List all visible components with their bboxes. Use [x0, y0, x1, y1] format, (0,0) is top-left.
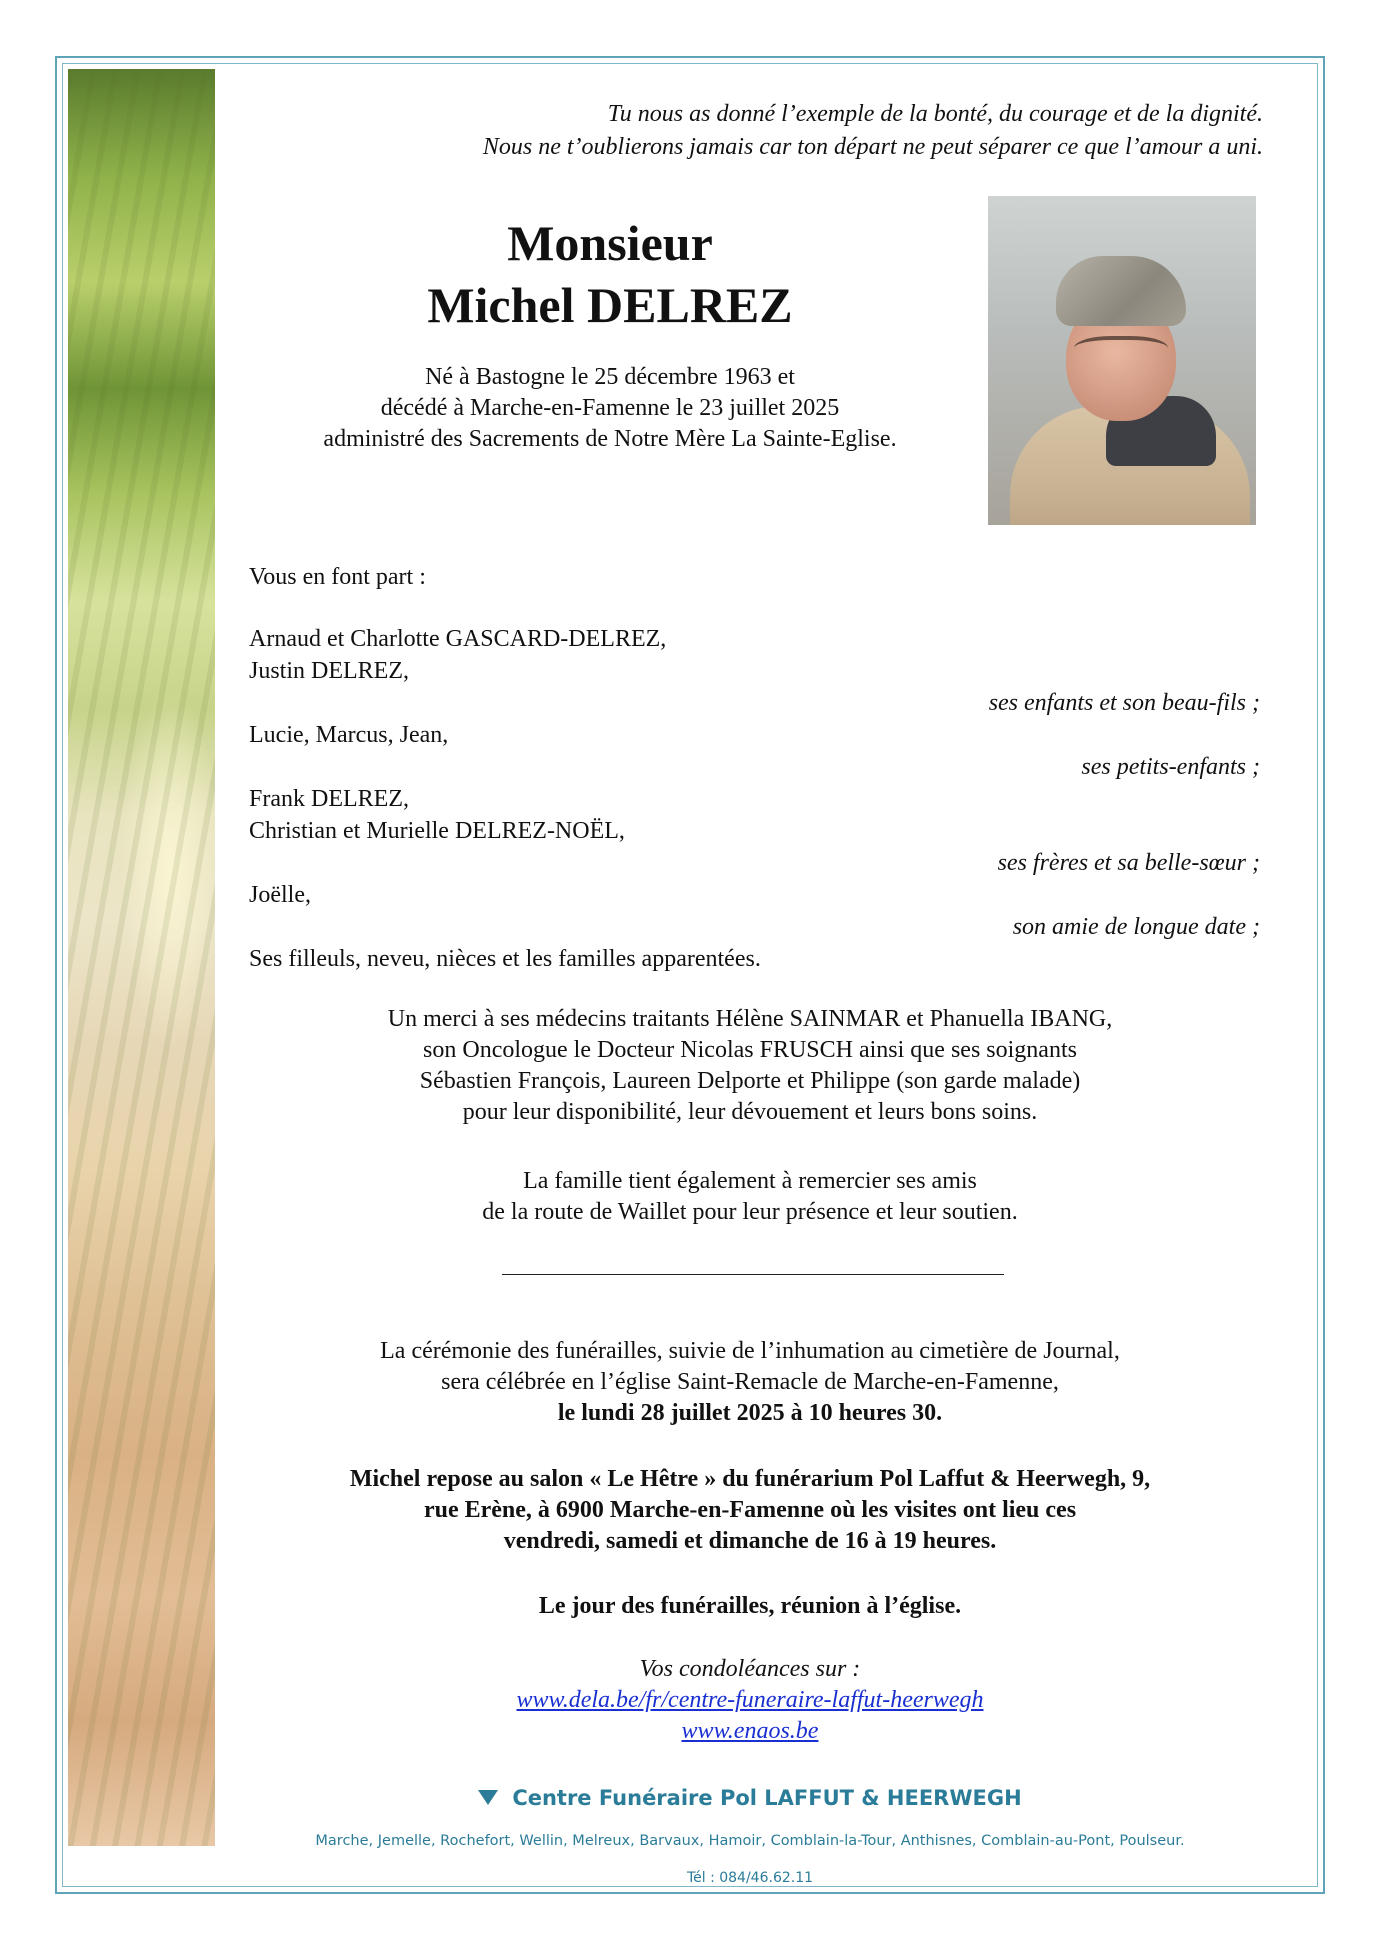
deceased-portrait-photo	[988, 196, 1256, 525]
visitation-line: Michel repose au salon « Le Hêtre » du funérarium Pol Laffut & Heerwegh, 9,	[349, 1466, 1151, 1492]
condolences-label: Vos condoléances sur :	[639, 1656, 861, 1682]
section-divider	[502, 1274, 1004, 1275]
triangle-down-icon	[478, 1790, 498, 1805]
gathering-note: Le jour des funérailles, réunion à l’église.	[538, 1593, 962, 1619]
family-relation-grandchildren: ses petits-enfants ;	[1081, 754, 1260, 780]
thanks-block	[260, 1004, 1240, 1128]
family-friend-line: Joëlle,	[249, 882, 311, 908]
condolences-link-enaos[interactable]: www.enaos.be	[681, 1718, 819, 1744]
announce-text: Vous en font part :	[249, 564, 426, 590]
deceased-name: Michel DELREZ	[427, 277, 793, 333]
family-others-line: Ses filleuls, neveu, nièces et les familles apparentées.	[249, 946, 761, 972]
condolences-block	[260, 1654, 1240, 1747]
funeral-home-locations: Marche, Jemelle, Rochefort, Wellin, Melreux, Barvaux, Hamoir, Comblain-la-Tour, Anthisnes, Comblain-au-Pont, Poulseur.	[315, 1833, 1185, 1849]
funeral-home-name	[260, 1786, 1240, 1810]
thanks-line: pour leur disponibilité, leur dévouement et leurs bons soins.	[462, 1099, 1038, 1125]
family-siblings-line: Frank DELREZ,	[249, 786, 409, 812]
funeral-home-title: Centre Funéraire Pol LAFFUT & HEERWEGH	[512, 1786, 1022, 1810]
thanks-friends-block	[260, 1166, 1240, 1228]
funeral-home-phone: Tél : 084/46.62.11	[686, 1870, 814, 1886]
family-relation-friend: son amie de longue date ;	[1012, 914, 1260, 940]
thanks-line: Un merci à ses médecins traitants Hélène SAINMAR et Phanuella IBANG,	[387, 1006, 1113, 1032]
photo-glasses	[1074, 336, 1168, 366]
epigraph-line: Tu nous as donné l’exemple de la bonté, du courage et de la dignité.	[607, 101, 1263, 127]
sacraments-line: administré des Sacrements de Notre Mère La Sainte-Eglise.	[323, 426, 897, 452]
family-relation-children: ses enfants et son beau-fils ;	[988, 690, 1260, 716]
family-grandchildren-line: Lucie, Marcus, Jean,	[249, 722, 449, 748]
thanks-friends-line: La famille tient également à remercier ses amis	[523, 1168, 977, 1194]
family-relation-siblings: ses frères et sa belle-sœur ;	[997, 850, 1260, 876]
family-children-line: Arnaud et Charlotte GASCARD-DELREZ,	[249, 626, 667, 652]
ceremony-line: La cérémonie des funérailles, suivie de l’inhumation au cimetière de Journal,	[380, 1338, 1120, 1364]
family-children-line: Justin DELREZ,	[249, 658, 409, 684]
birth-line: Né à Bastogne le 25 décembre 1963 et	[425, 364, 795, 390]
visitation-line: vendredi, samedi et dimanche de 16 à 19 heures.	[503, 1528, 997, 1554]
visitation-block	[260, 1464, 1240, 1557]
forest-path-image	[68, 69, 215, 1846]
epigraph	[483, 98, 1263, 164]
deceased-heading	[400, 212, 820, 336]
condolences-link-dela[interactable]: www.dela.be/fr/centre-funeraire-laffut-heerwegh	[516, 1687, 984, 1713]
thanks-line: Sébastien François, Laureen Delporte et Philippe (son garde malade)	[419, 1068, 1081, 1094]
family-siblings-line: Christian et Murielle DELREZ-NOËL,	[249, 818, 625, 844]
ceremony-block	[260, 1336, 1240, 1429]
ceremony-line: sera célébrée en l’église Saint-Remacle de Marche-en-Famenne,	[441, 1369, 1059, 1395]
ceremony-date: le lundi 28 juillet 2025 à 10 heures 30.	[557, 1400, 943, 1426]
photo-cap	[1056, 256, 1186, 326]
thanks-line: son Oncologue le Docteur Nicolas FRUSCH ainsi que ses soignants	[423, 1037, 1077, 1063]
honorific-title: Monsieur	[507, 215, 713, 271]
death-line: décédé à Marche-en-Famenne le 23 juillet 2025	[380, 395, 840, 421]
birth-death-details	[260, 362, 960, 455]
thanks-friends-line: de la route de Waillet pour leur présence et leur soutien.	[482, 1199, 1018, 1225]
visitation-line: rue Erène, à 6900 Marche-en-Famenne où les visites ont lieu ces	[423, 1497, 1077, 1523]
epigraph-line: Nous ne t’oublierons jamais car ton départ ne peut séparer ce que l’amour a uni.	[482, 134, 1263, 160]
